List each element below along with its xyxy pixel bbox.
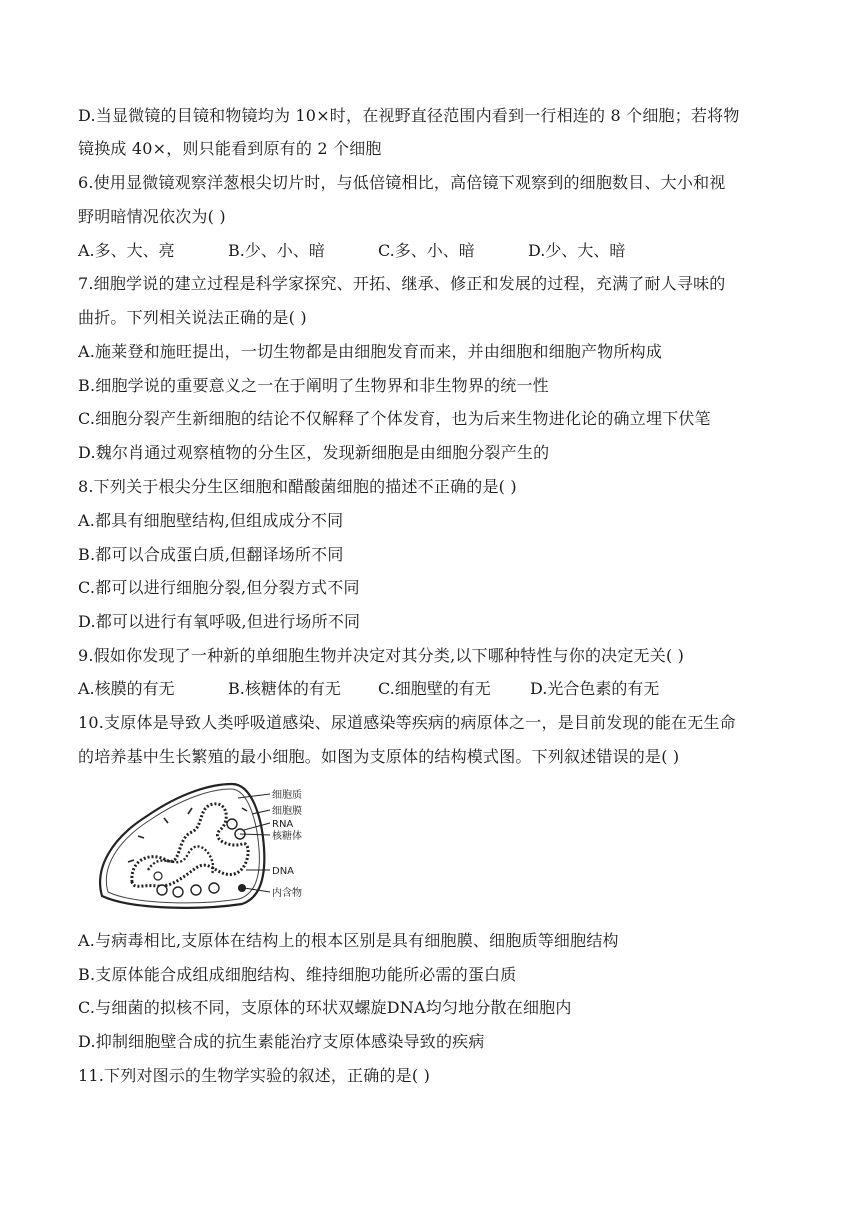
q7-option-c: C.细胞分裂产生新细胞的结论不仅解释了个体发育，也为后来生物进化论的确立埋下伏笔 — [78, 409, 711, 428]
mycoplasma-diagram — [92, 778, 354, 914]
q8-stem: 8.下列关于根尖分生区细胞和醋酸菌细胞的描述不正确的是( ) — [78, 477, 517, 496]
q9-stem: 9.假如你发现了一种新的单细胞生物并决定对其分类,以下哪种特性与你的决定无关( ) — [78, 646, 685, 665]
q7-option-a: A.施莱登和施旺提出，一切生物都是由细胞发育而来，并由细胞和细胞产物所构成 — [78, 342, 663, 361]
q6-stem-line2: 野明暗情况依次为( ) — [78, 207, 226, 226]
q5-option-d-line2: 镜换成 40×，则只能看到原有的 2 个细胞 — [78, 139, 382, 158]
label-inclusion: 内含物 — [272, 888, 302, 899]
q7-stem-line2: 曲折。下列相关说法正确的是( ) — [78, 308, 307, 327]
q8-option-d: D.都可以进行有氧呼吸,但进行场所不同 — [78, 612, 361, 631]
q7-stem-line1: 7.细胞学说的建立过程是科学家探究、开拓、继承、修正和发展的过程，充满了耐人寻味的 — [78, 274, 726, 293]
q8-option-b: B.都可以合成蛋白质,但翻译场所不同 — [78, 545, 344, 564]
leader-line — [252, 810, 270, 814]
q9-option-b: B.核糖体的有无 — [228, 679, 341, 698]
q6-option-c: C.多、小、暗 — [378, 241, 475, 260]
ribosome-icon — [157, 885, 167, 895]
q10-stem-line2: 的培养基中生长繁殖的最小细胞。如图为支原体的结构模式图。下列叙述错误的是( ) — [78, 747, 680, 766]
q5-option-d-line1: D.当显微镜的目镜和物镜均为 10×时，在视野直径范围内看到一行相连的 8 个细胞；若将物 — [78, 106, 740, 125]
q6-option-a: A.多、大、亮 — [78, 241, 175, 260]
leader-line — [244, 823, 270, 830]
dna-strand — [132, 804, 248, 886]
mycoplasma-structure-figure — [92, 778, 354, 914]
q10-option-d: D.抑制细胞壁合成的抗生素能治疗支原体感染导致的疾病 — [78, 1032, 485, 1051]
q9-option-a: A.核膜的有无 — [78, 679, 175, 698]
q7-option-b: B.细胞学说的重要意义之一在于阐明了生物界和非生物界的统一性 — [78, 376, 549, 395]
q10-stem-line1: 10.支原体是导致人类呼吸道感染、尿道感染等疾病的病原体之一，是目前发现的能在无生命 — [78, 713, 736, 732]
q10-option-c: C.与细菌的拟核不同，支原体的环状双螺旋DNA均匀地分散在细胞内 — [78, 998, 572, 1017]
ribosome-icon — [173, 887, 183, 897]
q11-stem: 11.下列对图示的生物学实验的叙述，正确的是( ) — [78, 1066, 431, 1085]
q9-option-d: D.光合色素的有无 — [530, 679, 660, 698]
q10-option-b: B.支原体能合成组成细胞结构、维持细胞功能所必需的蛋白质 — [78, 965, 517, 984]
label-cell-membrane: 细胞膜 — [272, 806, 302, 817]
label-dna: DNA — [272, 866, 295, 877]
q6-option-b: B.少、小、暗 — [228, 241, 325, 260]
label-rna: RNA — [272, 819, 294, 830]
ribosome-icon — [227, 819, 237, 829]
label-cytoplasm: 细胞质 — [272, 790, 302, 801]
q6-option-d: D.少、大、暗 — [528, 241, 626, 260]
q9-option-c: C.细胞壁的有无 — [378, 679, 491, 698]
cell-membrane-inner — [106, 789, 259, 903]
ribosome-icon — [154, 872, 162, 880]
dna-strand-inner — [148, 846, 213, 874]
q7-option-d: D.魏尔肖通过观察植物的分生区，发现新细胞是由细胞分裂产生的 — [78, 443, 550, 462]
q8-option-a: A.都具有细胞壁结构,但组成成分不同 — [78, 511, 344, 530]
q6-stem-line1: 6.使用显微镜观察洋葱根尖切片时，与低倍镜相比，高倍镜下观察到的细胞数目、大小和视 — [78, 173, 726, 192]
ribosome-icon — [209, 883, 219, 893]
q10-option-a: A.与病毒相比,支原体在结构上的根本区别是具有细胞膜、细胞质等细胞结构 — [78, 931, 619, 950]
label-ribosome: 核糖体 — [272, 831, 302, 842]
q8-option-c: C.都可以进行细胞分裂,但分裂方式不同 — [78, 578, 360, 597]
ribosome-icon — [191, 885, 201, 895]
